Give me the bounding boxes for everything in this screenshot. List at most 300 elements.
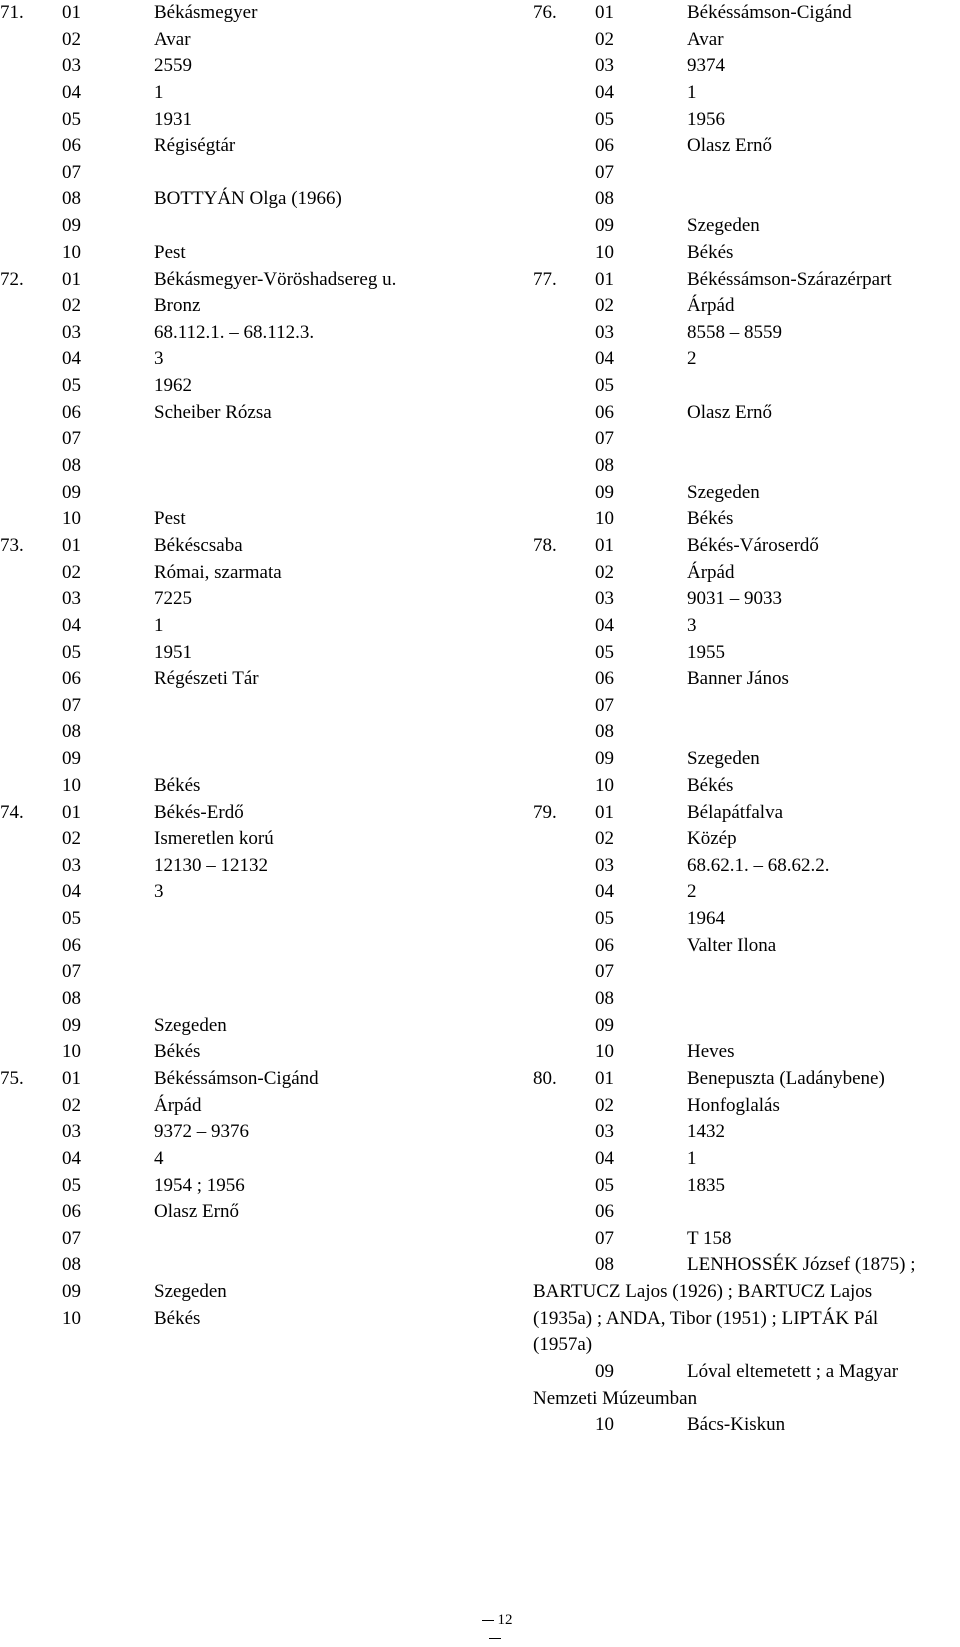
record-field xyxy=(0,0,500,27)
field-value: Bács-Kiskun xyxy=(687,1414,786,1436)
field-value: 1 xyxy=(154,81,164,103)
record-field xyxy=(0,613,500,640)
field-code: 09 xyxy=(62,215,81,237)
field-code: 01 xyxy=(62,801,81,823)
record-entry xyxy=(533,0,960,267)
field-value: Honfoglalás xyxy=(687,1094,780,1116)
field-value: LENHOSSÉK József (1875) ; xyxy=(687,1254,916,1276)
field-value: 1964 xyxy=(687,908,725,930)
field-code: 02 xyxy=(595,828,614,850)
field-code: 10 xyxy=(595,1414,614,1436)
record-field xyxy=(533,800,960,827)
record-field xyxy=(0,906,500,933)
field-continuation-text: (1935a) ; ANDA, Tibor (1951) ; LIPTÁK Pál xyxy=(533,1307,879,1329)
record-field xyxy=(533,453,960,480)
field-value: 68.112.1. – 68.112.3. xyxy=(154,321,315,343)
field-code: 05 xyxy=(62,641,81,663)
field-value: 2 xyxy=(687,348,697,370)
field-continuation-text: (1957a) xyxy=(533,1334,593,1356)
record-field xyxy=(0,267,500,294)
record-field xyxy=(533,1252,960,1279)
field-value: Szegeden xyxy=(154,1014,227,1036)
field-code: 10 xyxy=(62,774,81,796)
field-value: Közép xyxy=(687,828,737,850)
record-field xyxy=(533,506,960,533)
record-field xyxy=(0,1066,500,1093)
record-field xyxy=(0,107,500,134)
field-value: Békéssámson-Cigánd xyxy=(687,2,852,23)
record-field xyxy=(0,1199,500,1226)
field-code: 08 xyxy=(595,1254,614,1276)
record-number: 73. xyxy=(0,535,24,556)
field-code: 10 xyxy=(62,1041,81,1063)
record-number: 79. xyxy=(533,801,557,823)
field-value: Békés xyxy=(687,774,734,796)
field-code: 08 xyxy=(62,188,81,210)
record-field xyxy=(0,959,500,986)
record-field xyxy=(533,1066,960,1093)
field-code: 08 xyxy=(595,987,614,1009)
field-value: 1432 xyxy=(687,1121,725,1143)
record-entry xyxy=(0,533,500,800)
field-value: 1 xyxy=(687,81,697,103)
field-value: 1951 xyxy=(154,641,192,663)
field-value: Békéscsaba xyxy=(154,535,243,556)
record-field xyxy=(0,640,500,667)
field-value: 8558 – 8559 xyxy=(687,321,782,343)
record-field xyxy=(0,453,500,480)
field-value: 3 xyxy=(154,348,164,370)
field-code: 07 xyxy=(595,961,614,983)
record-field xyxy=(533,719,960,746)
field-value: 3 xyxy=(154,881,164,903)
field-code: 07 xyxy=(595,694,614,716)
record-field xyxy=(0,1279,500,1306)
record-field xyxy=(533,320,960,347)
record-field xyxy=(533,1039,960,1066)
record-field xyxy=(533,533,960,560)
record-number: 77. xyxy=(533,268,557,290)
record-number: 74. xyxy=(0,801,24,823)
record-field xyxy=(0,826,500,853)
field-value: 1962 xyxy=(154,375,192,397)
field-code: 02 xyxy=(62,1094,81,1116)
record-field xyxy=(533,613,960,640)
field-code: 01 xyxy=(62,535,81,556)
field-code: 10 xyxy=(62,1307,81,1329)
field-value: 9372 – 9376 xyxy=(154,1121,249,1143)
field-code: 03 xyxy=(62,321,81,343)
field-code: 04 xyxy=(62,881,81,903)
record-field xyxy=(0,1093,500,1120)
field-code: 03 xyxy=(595,1121,614,1143)
record-field xyxy=(0,986,500,1013)
field-value: Benepuszta (Ladánybene) xyxy=(687,1068,885,1089)
field-value: Békásmegyer-Vöröshadsereg u. xyxy=(154,268,397,290)
field-code: 01 xyxy=(595,1068,614,1089)
field-code: 04 xyxy=(595,81,614,103)
record-field xyxy=(0,506,500,533)
field-value: Avar xyxy=(154,28,191,50)
field-value: Békés-Erdő xyxy=(154,801,244,823)
field-code: 03 xyxy=(62,854,81,876)
record-field xyxy=(0,1119,500,1146)
field-code: 01 xyxy=(62,2,81,23)
field-value: 1956 xyxy=(687,108,725,130)
field-code: 09 xyxy=(595,748,614,770)
field-code: 01 xyxy=(62,1068,81,1089)
record-field xyxy=(533,906,960,933)
record-entry xyxy=(533,800,960,1067)
record-field xyxy=(533,293,960,320)
field-value: Békés xyxy=(154,1041,201,1063)
record-field xyxy=(0,400,500,427)
field-value: Olasz Ernő xyxy=(687,135,772,157)
field-code: 05 xyxy=(595,108,614,130)
left-column xyxy=(0,0,500,1333)
field-code: 06 xyxy=(62,1201,81,1223)
field-value: Szegeden xyxy=(687,215,760,237)
field-code: 02 xyxy=(62,295,81,317)
field-value: Békés xyxy=(687,241,734,263)
record-field xyxy=(0,879,500,906)
field-code: 04 xyxy=(62,348,81,370)
record-field xyxy=(0,800,500,827)
record-field xyxy=(533,186,960,213)
field-value: Scheiber Rózsa xyxy=(154,401,272,423)
field-code: 06 xyxy=(595,401,614,423)
record-field xyxy=(533,1226,960,1253)
field-code: 02 xyxy=(62,828,81,850)
record-field xyxy=(533,666,960,693)
field-code: 08 xyxy=(62,721,81,743)
field-value: 2 xyxy=(687,881,697,903)
field-value: 12130 – 12132 xyxy=(154,854,268,876)
record-entry xyxy=(533,267,960,534)
record-field xyxy=(533,400,960,427)
record-field xyxy=(0,346,500,373)
field-code: 06 xyxy=(62,934,81,956)
field-code: 03 xyxy=(62,1121,81,1143)
field-code: 09 xyxy=(62,748,81,770)
field-code: 06 xyxy=(595,668,614,690)
field-value: Békés-Városerdő xyxy=(687,535,819,556)
field-code: 02 xyxy=(595,1094,614,1116)
field-code: 01 xyxy=(595,268,614,290)
record-field xyxy=(533,107,960,134)
field-code: 05 xyxy=(62,908,81,930)
field-code: 04 xyxy=(595,1147,614,1169)
record-field xyxy=(533,373,960,400)
record-field xyxy=(533,0,960,27)
field-continuation xyxy=(533,1279,960,1306)
field-code: 08 xyxy=(595,721,614,743)
field-code: 09 xyxy=(595,1014,614,1036)
record-number: 71. xyxy=(0,2,24,23)
record-number: 78. xyxy=(533,535,557,556)
field-value: 4 xyxy=(154,1147,164,1169)
field-code: 03 xyxy=(595,854,614,876)
record-field xyxy=(0,773,500,800)
record-field xyxy=(533,1013,960,1040)
field-value: Bélapátfalva xyxy=(687,801,784,823)
field-value: Árpád xyxy=(687,561,735,583)
field-value: BOTTYÁN Olga (1966) xyxy=(154,188,342,210)
record-field xyxy=(0,933,500,960)
record-field xyxy=(533,53,960,80)
field-code: 04 xyxy=(595,348,614,370)
record-field xyxy=(533,560,960,587)
field-code: 04 xyxy=(62,614,81,636)
field-value: Régészeti Tár xyxy=(154,668,259,690)
field-code: 03 xyxy=(62,55,81,77)
field-code: 06 xyxy=(595,934,614,956)
field-value: Bronz xyxy=(154,295,201,317)
record-number: 76. xyxy=(533,2,557,23)
record-field xyxy=(533,1146,960,1173)
field-value: 1 xyxy=(154,614,164,636)
record-field xyxy=(533,693,960,720)
field-code: 10 xyxy=(595,774,614,796)
field-code: 01 xyxy=(595,801,614,823)
field-code: 02 xyxy=(595,295,614,317)
field-continuation-text: Nemzeti Múzeumban xyxy=(533,1387,698,1409)
record-field xyxy=(533,27,960,54)
record-field xyxy=(0,213,500,240)
field-value: 1931 xyxy=(154,108,192,130)
field-code: 02 xyxy=(62,561,81,583)
record-field xyxy=(533,240,960,267)
record-field xyxy=(533,1173,960,1200)
record-field xyxy=(533,640,960,667)
field-code: 03 xyxy=(62,588,81,610)
field-value: Pest xyxy=(154,508,186,530)
field-code: 09 xyxy=(595,1361,614,1383)
field-code: 05 xyxy=(62,375,81,397)
record-field xyxy=(0,746,500,773)
field-value: Szegeden xyxy=(687,481,760,503)
field-value: Békés xyxy=(687,508,734,530)
field-value: 68.62.1. – 68.62.2. xyxy=(687,854,830,876)
record-field xyxy=(0,719,500,746)
page-number: 12 xyxy=(497,1612,513,1628)
field-code: 06 xyxy=(62,668,81,690)
field-code: 07 xyxy=(62,1227,81,1249)
field-value: Olasz Ernő xyxy=(154,1201,239,1223)
field-code: 08 xyxy=(62,454,81,476)
field-code: 08 xyxy=(595,454,614,476)
field-value: Békés xyxy=(154,1307,201,1329)
field-code: 09 xyxy=(62,481,81,503)
field-value: Avar xyxy=(687,28,724,50)
record-field xyxy=(0,1146,500,1173)
record-field xyxy=(533,773,960,800)
record-entry xyxy=(0,1066,500,1333)
field-code: 07 xyxy=(62,961,81,983)
field-value: Olasz Ernő xyxy=(687,401,772,423)
record-field xyxy=(0,160,500,187)
field-code: 06 xyxy=(595,1201,614,1223)
field-code: 07 xyxy=(595,161,614,183)
field-value: Pest xyxy=(154,241,186,263)
field-code: 03 xyxy=(595,321,614,343)
field-value: Árpád xyxy=(687,295,735,317)
record-field xyxy=(0,426,500,453)
field-code: 06 xyxy=(62,135,81,157)
record-field xyxy=(533,1093,960,1120)
record-field xyxy=(533,267,960,294)
field-code: 01 xyxy=(62,268,81,290)
record-field xyxy=(0,373,500,400)
field-value: 1835 xyxy=(687,1174,725,1196)
field-code: 04 xyxy=(595,614,614,636)
field-code: 10 xyxy=(595,241,614,263)
record-field xyxy=(0,666,500,693)
record-field xyxy=(0,186,500,213)
field-value: Békéssámson-Cigánd xyxy=(154,1068,319,1089)
field-value: Árpád xyxy=(154,1094,202,1116)
record-field xyxy=(0,27,500,54)
right-column xyxy=(533,0,960,1436)
record-field xyxy=(533,933,960,960)
field-value: 1 xyxy=(687,1147,697,1169)
record-field xyxy=(533,1359,960,1386)
record-field xyxy=(0,560,500,587)
field-code: 05 xyxy=(595,375,614,397)
field-value: Régiségtár xyxy=(154,135,236,157)
field-code: 08 xyxy=(62,1254,81,1276)
field-code: 09 xyxy=(595,215,614,237)
field-code: 05 xyxy=(595,908,614,930)
record-field xyxy=(0,1039,500,1066)
field-code: 07 xyxy=(595,1227,614,1249)
field-value: Szegeden xyxy=(687,748,760,770)
field-value: T 158 xyxy=(687,1227,732,1249)
field-code: 05 xyxy=(595,1174,614,1196)
field-code: 03 xyxy=(595,55,614,77)
field-code: 05 xyxy=(62,1174,81,1196)
field-code: 09 xyxy=(62,1281,81,1303)
field-code: 10 xyxy=(595,508,614,530)
record-number: 72. xyxy=(0,268,24,290)
record-field xyxy=(533,1119,960,1146)
page-footer xyxy=(470,1611,520,1647)
field-value: Lóval eltemetett ; a Magyar xyxy=(687,1361,899,1383)
field-code: 06 xyxy=(62,401,81,423)
field-code: 03 xyxy=(595,588,614,610)
record-field xyxy=(533,480,960,507)
record-field xyxy=(0,240,500,267)
field-code: 04 xyxy=(595,881,614,903)
record-field xyxy=(0,1252,500,1279)
field-value: Békés xyxy=(154,774,201,796)
record-field xyxy=(0,320,500,347)
record-field xyxy=(0,693,500,720)
record-field xyxy=(0,853,500,880)
record-entry xyxy=(533,1066,960,1436)
field-code: 07 xyxy=(595,428,614,450)
record-field xyxy=(533,1199,960,1226)
record-entry xyxy=(0,800,500,1067)
field-value: Római, szarmata xyxy=(154,561,282,583)
field-value: 1954 ; 1956 xyxy=(154,1174,245,1196)
record-field xyxy=(533,986,960,1013)
field-continuation-text: BARTUCZ Lajos (1926) ; BARTUCZ Lajos xyxy=(533,1281,873,1303)
record-field xyxy=(533,80,960,107)
record-field xyxy=(0,53,500,80)
field-value: Banner János xyxy=(687,668,789,690)
field-value: 2559 xyxy=(154,55,192,77)
record-field xyxy=(0,480,500,507)
field-value: Szegeden xyxy=(154,1281,227,1303)
record-field xyxy=(0,533,500,560)
record-number: 75. xyxy=(0,1068,24,1089)
field-code: 01 xyxy=(595,535,614,556)
record-field xyxy=(0,133,500,160)
record-entry xyxy=(533,533,960,800)
record-field xyxy=(533,160,960,187)
footer-dash-right xyxy=(489,1638,501,1639)
field-code: 10 xyxy=(595,1041,614,1063)
field-code: 06 xyxy=(595,135,614,157)
field-code: 08 xyxy=(595,188,614,210)
field-value: Valter Ilona xyxy=(687,934,777,956)
field-code: 05 xyxy=(62,108,81,130)
field-code: 09 xyxy=(595,481,614,503)
record-field xyxy=(0,293,500,320)
record-field xyxy=(533,959,960,986)
record-field xyxy=(0,1306,500,1333)
record-field xyxy=(0,80,500,107)
field-code: 07 xyxy=(62,694,81,716)
field-code: 02 xyxy=(595,561,614,583)
footer-dash-left xyxy=(482,1620,494,1621)
field-continuation xyxy=(533,1386,960,1413)
field-code: 07 xyxy=(62,161,81,183)
field-value: Békéssámson-Szárazérpart xyxy=(687,268,892,290)
record-field xyxy=(0,1013,500,1040)
record-field xyxy=(0,1173,500,1200)
field-code: 04 xyxy=(62,81,81,103)
field-value: Heves xyxy=(687,1041,735,1063)
record-entry xyxy=(0,0,500,267)
field-value: Ismeretlen korú xyxy=(154,828,274,850)
field-code: 10 xyxy=(62,241,81,263)
field-code: 01 xyxy=(595,2,614,23)
field-code: 05 xyxy=(595,641,614,663)
field-continuation xyxy=(533,1306,960,1333)
record-field xyxy=(533,1412,960,1439)
field-code: 02 xyxy=(595,28,614,50)
record-field xyxy=(533,426,960,453)
field-value: 3 xyxy=(687,614,697,636)
record-field xyxy=(533,853,960,880)
record-field xyxy=(533,826,960,853)
field-value: 1955 xyxy=(687,641,725,663)
record-entry xyxy=(0,267,500,534)
field-value: 9374 xyxy=(687,55,725,77)
record-field xyxy=(533,746,960,773)
record-field xyxy=(0,1226,500,1253)
field-code: 02 xyxy=(62,28,81,50)
record-field xyxy=(533,879,960,906)
field-code: 10 xyxy=(62,508,81,530)
record-number: 80. xyxy=(533,1068,557,1089)
field-code: 09 xyxy=(62,1014,81,1036)
record-field xyxy=(0,586,500,613)
field-continuation xyxy=(533,1332,960,1359)
record-field xyxy=(533,133,960,160)
